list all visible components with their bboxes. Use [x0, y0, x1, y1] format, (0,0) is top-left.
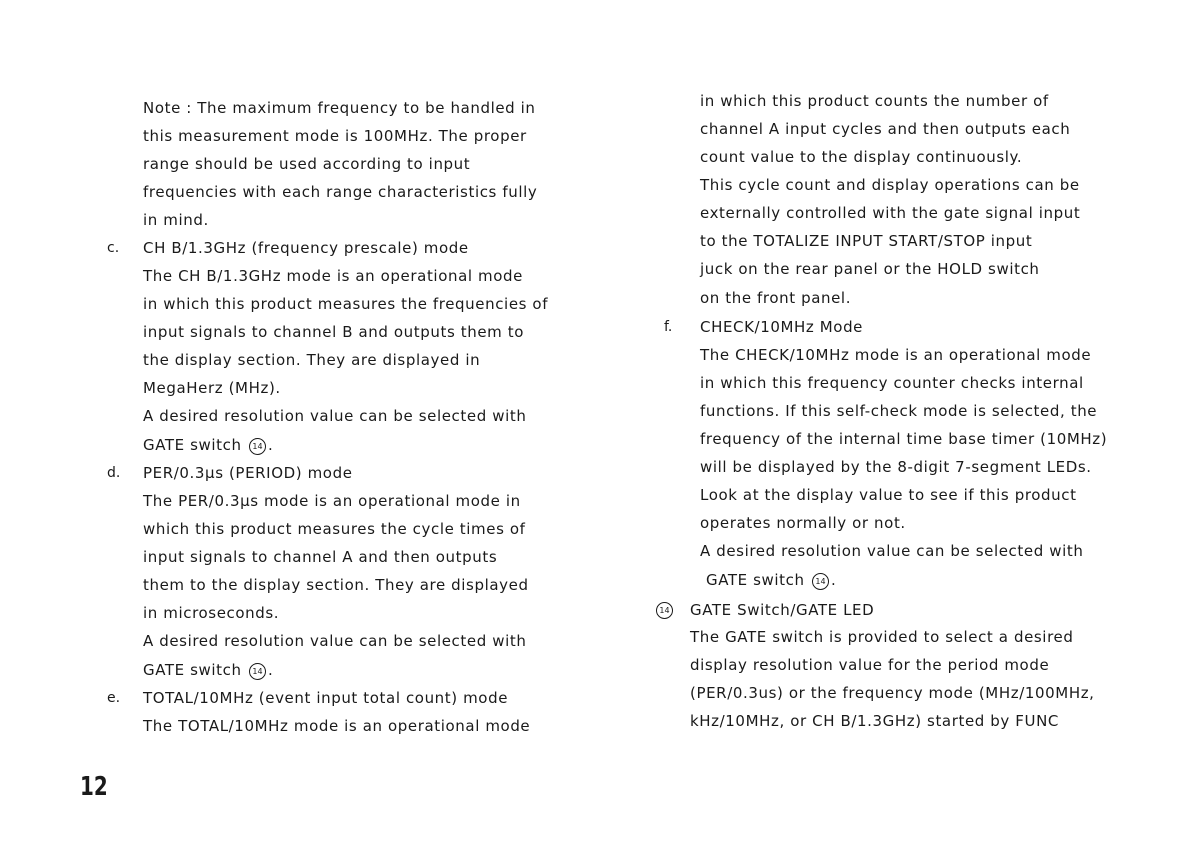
gate-switch-text: GATE switch — [706, 571, 805, 589]
section-d-line: input signals to channel A and then outputs — [143, 548, 498, 566]
section-c-line: The CH B/1.3GHz mode is an operational mode — [143, 267, 523, 285]
section-e-continued-line: channel A input cycles and then outputs each — [700, 120, 1071, 138]
section-heading-14: GATE Switch/GATE LED — [690, 601, 875, 619]
section-d-line: them to the display section. They are displayed — [143, 576, 529, 594]
gate-line-period: . — [268, 436, 274, 454]
section-d-line: A desired resolution value can be selected with — [143, 632, 527, 650]
section-heading-f: CHECK/10MHz Mode — [700, 318, 864, 336]
section-c-line: in which this product measures the frequencies of — [143, 295, 549, 313]
callout-14-icon: 14 — [249, 663, 266, 680]
section-heading-d: PER/0.3μs (PERIOD) mode — [143, 464, 353, 482]
note-line: this measurement mode is 100MHz. The proper — [143, 127, 527, 145]
gate-line-period: . — [831, 571, 837, 589]
section-f-line: Look at the display value to see if this product — [700, 486, 1077, 504]
section-f-line: functions. If this self-check mode is selected, the — [700, 402, 1098, 420]
section-f-line: operates normally or not. — [700, 514, 906, 532]
section-e-continued-line: This cycle count and display operations can be — [700, 176, 1080, 194]
section-e-continued-line: juck on the rear panel or the HOLD switch — [700, 260, 1040, 278]
section-e-continued-line: count value to the display continuously. — [700, 148, 1023, 166]
section-f-line: in which this frequency counter checks internal — [700, 374, 1084, 392]
section-c-line: A desired resolution value can be selected with — [143, 407, 527, 425]
section-14-line: The GATE switch is provided to select a desired — [690, 628, 1074, 646]
page-number: 12 — [80, 772, 108, 802]
section-f-line: The CHECK/10MHz mode is an operational mode — [700, 346, 1092, 364]
callout-14-icon: 14 — [812, 573, 829, 590]
note-line: frequencies with each range characteristics fully — [143, 183, 538, 201]
gate-switch-text: GATE switch — [143, 661, 242, 679]
section-d-gate-line — [143, 660, 273, 680]
section-e-line: The TOTAL/10MHz mode is an operational mode — [143, 717, 531, 735]
section-e-continued-line: to the TOTALIZE INPUT START/STOP input — [700, 232, 1033, 250]
section-f-line: A desired resolution value can be selected with — [700, 542, 1084, 560]
note-line: Note : The maximum frequency to be handled in — [143, 99, 536, 117]
callout-14-icon: 14 — [656, 602, 673, 619]
section-heading-c: CH B/1.3GHz (frequency prescale) mode — [143, 239, 469, 257]
callout-14-icon: 14 — [249, 438, 266, 455]
section-heading-e: TOTAL/10MHz (event input total count) mode — [143, 689, 509, 707]
note-line: in mind. — [143, 211, 209, 229]
section-c-line: MegaHerz (MHz). — [143, 379, 281, 397]
section-e-continued-line: externally controlled with the gate signal input — [700, 204, 1081, 222]
section-c-gate-line — [143, 435, 273, 455]
section-c-line: the display section. They are displayed in — [143, 351, 481, 369]
gate-line-period: . — [268, 661, 274, 679]
section-d-line: which this product measures the cycle times of — [143, 520, 526, 538]
section-f-line: will be displayed by the 8-digit 7-segment LEDs. — [700, 458, 1092, 476]
section-e-continued-line: on the front panel. — [700, 289, 852, 307]
note-line: range should be used according to input — [143, 155, 471, 173]
section-f-line: frequency of the internal time base timer (10MHz) — [700, 430, 1108, 448]
section-d-line: The PER/0.3μs mode is an operational mode in — [143, 492, 521, 510]
section-f-gate-line — [706, 570, 836, 590]
section-e-continued-line: in which this product counts the number of — [700, 92, 1049, 110]
section-marker-d: d. — [107, 465, 121, 481]
section-14-line: display resolution value for the period mode — [690, 656, 1050, 674]
section-marker-c: c. — [107, 240, 120, 256]
section-d-line: in microseconds. — [143, 604, 280, 622]
section-14-line: kHz/10MHz, or CH B/1.3GHz) started by FUNC — [690, 712, 1059, 730]
section-c-line: input signals to channel B and outputs them to — [143, 323, 525, 341]
section-marker-f: f. — [664, 319, 673, 335]
gate-switch-text: GATE switch — [143, 436, 242, 454]
section-14-line: (PER/0.3us) or the frequency mode (MHz/100MHz, — [690, 684, 1095, 702]
section-marker-14 — [654, 600, 675, 620]
section-marker-e: e. — [107, 690, 121, 706]
